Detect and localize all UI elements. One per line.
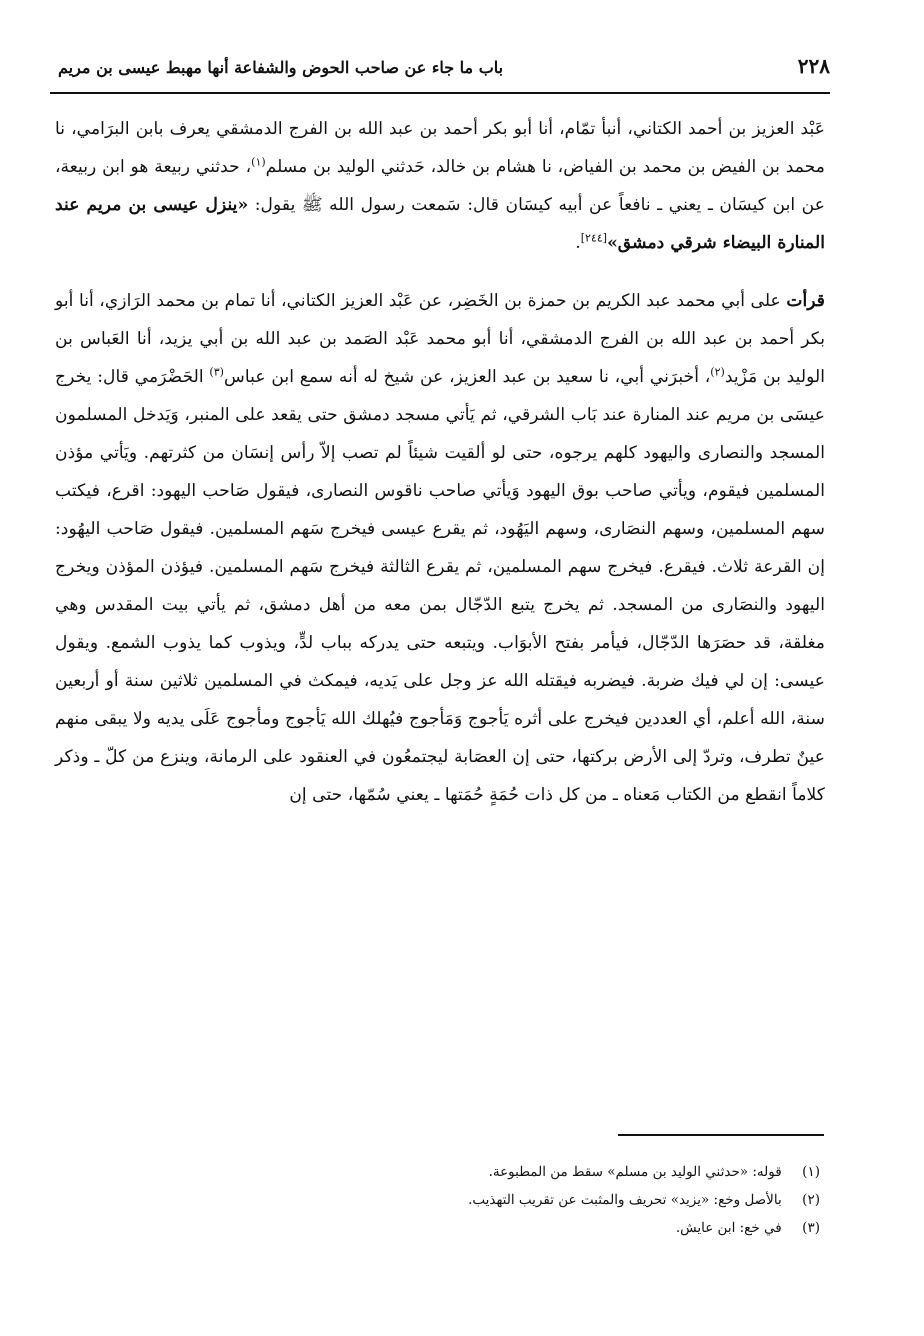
running-title: باب ما جاء عن صاحب الحوض والشفاعة أنها مهبط عيسى بن مريم — [58, 58, 504, 77]
footnote-ref-1: (١) — [251, 155, 266, 169]
paragraph-1 — [55, 110, 825, 262]
footnote-number: (٣) — [802, 1220, 820, 1236]
footnote-divider — [618, 1134, 824, 1136]
footnote-text: قوله: «حدثني الوليد بن مسلم» سقط من المطبوعة. — [488, 1164, 782, 1180]
footnote-1 — [120, 1158, 820, 1186]
page-header — [50, 52, 830, 94]
main-text — [55, 110, 825, 814]
footnote-3 — [120, 1214, 820, 1242]
footnote-number: (١) — [802, 1164, 820, 1180]
paragraph-2-text-a: على أبي محمد عبد الكريم بن حمزة بن الخَضِر، عن عَبْد العزيز الكتاني، أنا تمام بن محمد الرَازي، أنا أبو بكر أحمد بن عبد الله بن الفرج الدمشقي، أنا أبو محمد عَبْد الصَمد بن عبد الله بن أبي يزيد، أنا العَباس بن الوليد بن مَزْيد — [55, 291, 825, 387]
footnote-number: (٢) — [802, 1192, 820, 1208]
paragraph-2-text-c: الحَضْرَمي قال: يخرج عيسَى بن مريم عند المنارة عند بَاب الشرقي، ثم يَأتي مسجد دمشق حتى يقعد على المنبر، وَيَدخل المسلمون المسجد والنصارى واليهود كلهم يرجوه، حتى لو ألقيت شيئاً لم تصب إلاّ رأس إنسَان من كثرتهم. ويَأتي مؤذن المسلمين فيقوم، ويأتي صاحب بوق اليهود وَيأتي صاحب ناقوس النصارى، فيقول صَاحب اليهود: اقرع، فيكتب سهم المسلمين، وسهم النصَارى، وسهم اليَهُود، ثم يقرع عيسى فيخرج سَهم المسلمين. فيقول صَاحب اليهُود: إن القرعة ثلاث. فيقرع. فيخرج سهم المسلمين، ثم يقرع الثالثة فيخرج سَهم المسلمين. فيؤذن المؤذن ويخرج اليهود والنصَارى من المسجد. ثم يخرج يتبع الدّجّال بمن معه من أهل دمشق، ثم يأتي بيت المقدس وهي مغلقة، قد حصَرَها الدّجّال، فيأمر بفتح الأبوَاب. ويتبعه حتى يدركه بباب لدٍّ، ويذوب كما يذوب الشمع. ويقول عيسى: إن لي فيك ضربة. فيضربه فيقتله الله عز وجل على يَديه، فيمكث في المسلمين ثلاثين سنة أو أربعين سنة، الله أعلم، أي العددين فيخرج على أثره يَأجوج وَمَأجوج فيُهلك الله يَأجوج ومأجوج عَلَى يديه ولا يبقى منهم عينٌ تطرف، وتردّ إلى الأرض بركتها، حتى إن العصَابة ليجتمعُون في العنقود على الرمانة، وينزع من كلّ ـ وذكر كلاماً انقطع من الكتاب مَعناه ـ من كل ذات حُمَةٍ حُمَتها ـ يعني سُمّها، حتى إن — [55, 367, 825, 805]
paragraph-2 — [55, 282, 825, 814]
footnote-text: بالأصل وخع: «يزيد» تحريف والمثبت عن تقريب التهذيب. — [468, 1192, 782, 1208]
paragraph-2-text-b: ، أخبرَني أبي، نا سعيد بن عبد العزيز، عن شيخ له أنه سمع ابن عباس — [223, 367, 711, 387]
hadith-quote: «ينزل عيسى بن مريم عند المنارة البيضاء شرقي دمشق» — [55, 195, 825, 253]
footnote-ref-3: (٣) — [209, 365, 224, 379]
paragraph-1-end: . — [575, 233, 581, 253]
paragraph-1-text-b: ، حدثني ربيعة هو ابن ربيعة، عن ابن كيسَان ـ يعني ـ نافعاً عن أبيه كيسَان قال: سَمعت رسول الله ﷺ يقول: — [55, 157, 825, 215]
paragraph-2-lead: قرأت — [786, 291, 825, 311]
footnote-ref-2: (٢) — [710, 365, 725, 379]
footnotes — [120, 1158, 820, 1242]
hadith-number: [٢٤٤] — [580, 231, 608, 245]
paragraph-1-text-a: عَبْد العزيز بن أحمد الكتاني، أنبأ تمّام، أنا أبو بكر أحمد بن عبد الله بن الفرج الدمشقي يعرف بابن البرَامي، نا محمد بن الفيض بن محمد بن الفياض، نا هشام بن خالد، حَدثني الوليد بن مسلم — [55, 119, 825, 177]
footnote-text: في خع: ابن عايش. — [675, 1220, 782, 1236]
page-number: ٢٢٨ — [797, 54, 830, 78]
footnote-2 — [120, 1186, 820, 1214]
